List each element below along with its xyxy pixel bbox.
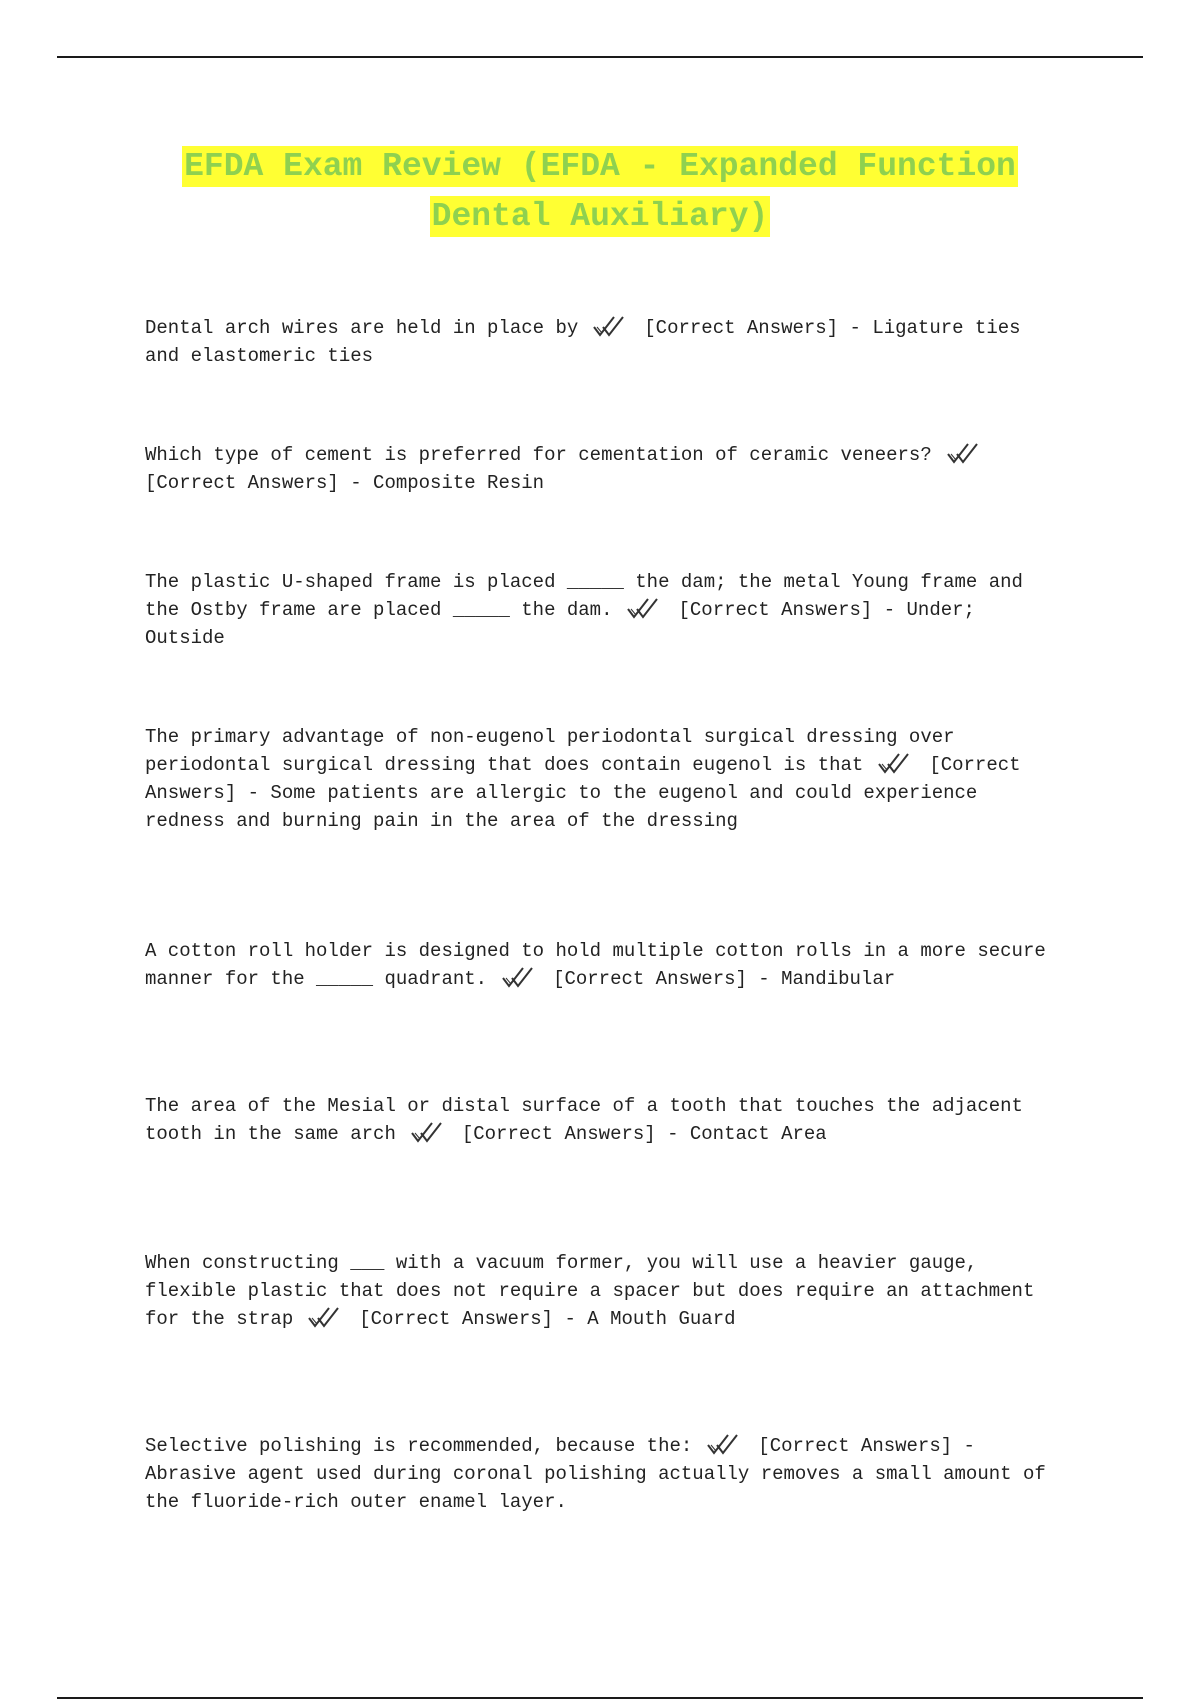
qa-item xyxy=(145,1249,1065,1333)
answer-text: [Correct Answers] - Mandibular xyxy=(553,968,896,990)
qa-item xyxy=(145,568,1065,652)
double-check-icon xyxy=(592,315,630,337)
document-title xyxy=(140,142,1060,242)
qa-item xyxy=(145,314,1065,370)
qa-item xyxy=(145,723,1065,835)
document-title-text: EFDA Exam Review (EFDA - Expanded Function Dental Auxiliary) xyxy=(184,148,1016,235)
answer-text: [Correct Answers] - A Mouth Guard xyxy=(359,1308,736,1330)
double-check-icon xyxy=(877,752,915,774)
answer-text: [Correct Answers] - Composite Resin xyxy=(145,472,545,494)
qa-item xyxy=(145,1432,1065,1516)
double-check-icon xyxy=(410,1121,448,1143)
question-text: Selective polishing is recommended, because the: xyxy=(145,1435,693,1457)
qa-item xyxy=(145,441,1065,497)
double-check-icon xyxy=(706,1433,744,1455)
qa-item xyxy=(145,1092,1065,1148)
double-check-icon xyxy=(307,1306,345,1328)
top-rule xyxy=(57,56,1143,58)
question-text: Which type of cement is preferred for cementation of ceramic veneers? xyxy=(145,444,932,466)
question-text: The area of the Mesial or distal surface of a tooth that touches the adjacent tooth in the same arch xyxy=(145,1095,1023,1145)
answer-text: [Correct Answers] - Some patients are allergic to the eugenol and could experience redness and burning pain in the area of the dressing xyxy=(145,754,1021,832)
question-text: Dental arch wires are held in place by xyxy=(145,317,579,339)
question-text: When constructing ___ with a vacuum former, you will use a heavier gauge, flexible plastic that does not require a spacer but does require an attachment for the strap xyxy=(145,1252,1035,1330)
bottom-rule xyxy=(57,1697,1143,1699)
question-text: The primary advantage of non-eugenol periodontal surgical dressing over periodontal surgical dressing that does contain eugenol is that xyxy=(145,726,955,776)
double-check-icon xyxy=(626,597,664,619)
double-check-icon xyxy=(946,442,984,464)
qa-item xyxy=(145,937,1065,993)
question-text: A cotton roll holder is designed to hold multiple cotton rolls in a more secure manner for the _____ quadrant. xyxy=(145,940,1046,990)
answer-text: [Correct Answers] - Ligature ties and elastomeric ties xyxy=(145,317,1021,367)
answer-text: [Correct Answers] - Under; Outside xyxy=(145,599,975,649)
question-text: The plastic U-shaped frame is placed _____ the dam; the metal Young frame and the Ostby frame are placed _____ the dam. xyxy=(145,571,1023,621)
double-check-icon xyxy=(501,966,539,988)
answer-text: [Correct Answers] - Abrasive agent used during coronal polishing actually removes a small amount of the fluoride-rich outer enamel layer. xyxy=(145,1435,1046,1513)
answer-text: [Correct Answers] - Contact Area xyxy=(461,1123,827,1145)
